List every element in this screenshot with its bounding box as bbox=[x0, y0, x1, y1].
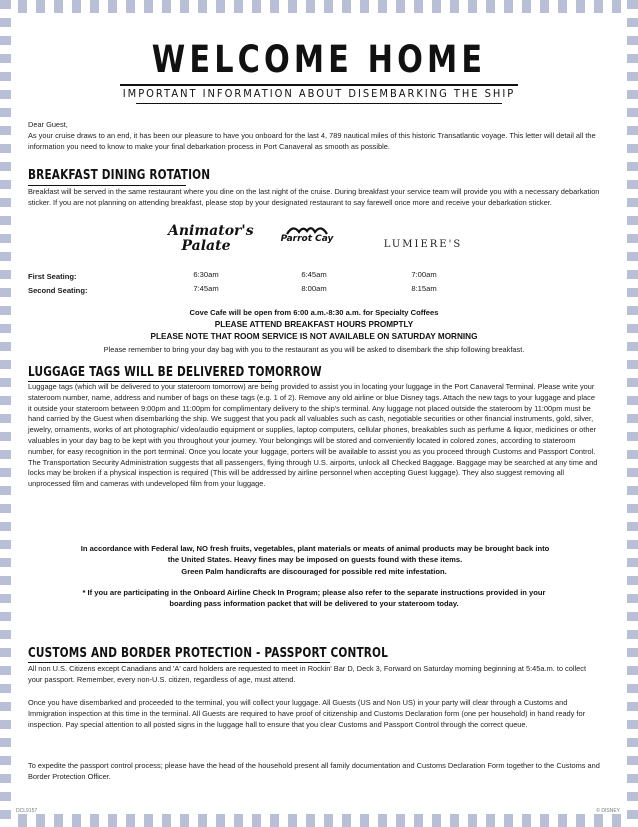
breakfast-heading-rule bbox=[28, 185, 186, 186]
customs-paragraph-1: All non U.S. Citizens except Canadians and 'A' card holders are requested to meet in Rockin' Bar D, Deck 3, Forward on Saturday morning beginning at 5:45a.m. to collect your passport. Remember, every non-U.S. citizen, regardless of age, must attend. bbox=[28, 664, 587, 684]
room-service-notice: PLEASE NOTE THAT ROOM SERVICE IS NOT AVAILABLE ON SATURDAY MORNING bbox=[150, 332, 478, 341]
subtitle-rule bbox=[136, 103, 502, 104]
attend-notice: PLEASE ATTEND BREAKFAST HOURS PROMPTLY bbox=[214, 320, 414, 329]
first-seating-label: First Seating: bbox=[28, 272, 77, 281]
intro-paragraph: As your cruise draws to an end, it has been our pleasure to have you onboard for the last 4, 789 nautical miles of this historic Transatlantic voyage. This letter will detail all the information you need to know to make your final debarkation process in Port Canaveral as smooth as possible. bbox=[28, 131, 596, 151]
animators-palate-logo: Animator's Palate bbox=[168, 223, 254, 254]
parrot-first-time: 6:45am bbox=[301, 270, 327, 279]
animators-second-time: 7:45am bbox=[193, 284, 219, 293]
animators-first-time: 6:30am bbox=[193, 270, 219, 279]
salutation: Dear Guest, bbox=[28, 120, 68, 129]
cove-cafe-note: Cove Cafe will be open from 6:00 a.m.-8:30 a.m. for Specialty Coffees bbox=[189, 308, 439, 317]
customs-paragraph-3: To expedite the passport control process; please have the head of the household present all family documentation and Customs Declaration Form together to the Customs and Border Protection Officer. bbox=[28, 761, 600, 781]
border-top bbox=[0, 0, 638, 13]
green-palm-notice: Green Palm handicrafts are discouraged for possible red mite infestation. bbox=[181, 567, 447, 576]
parrot-cay-logo: Parrot Cay bbox=[280, 234, 334, 244]
lumiere-second-time: 8:15am bbox=[411, 284, 437, 293]
day-bag-note: Please remember to bring your day bag with you to the restaurant as you will be asked to disembark the ship following breakfast. bbox=[103, 345, 525, 354]
customs-heading-rule bbox=[28, 662, 330, 663]
page-title: WELCOME HOME bbox=[151, 38, 487, 81]
copyright-notice: © DISNEY bbox=[596, 808, 620, 814]
document-code: DCL9157 bbox=[16, 808, 38, 814]
title-rule bbox=[120, 84, 518, 86]
breakfast-paragraph: Breakfast will be served in the same restaurant where you dine on the last night of the cruise. During breakfast your service team will provide you with a necessary debarkation sticker. If you are not planning on attending breakfast, please stop by your designated restaurant to say farewell once more and receive your debarkation sticker. bbox=[28, 187, 600, 207]
airline-checkin-note: * If you are participating in the Onboard Airline Check In Program; please also refer to the separate instructions provided in your boarding pass information packet that will be delivered to your stateroom today. bbox=[82, 588, 546, 609]
breakfast-heading: BREAKFAST DINING ROTATION bbox=[28, 167, 211, 183]
lumiere-first-time: 7:00am bbox=[411, 270, 437, 279]
second-seating-label: Second Seating: bbox=[28, 286, 88, 295]
border-right bbox=[627, 0, 638, 827]
federal-law-notice: In accordance with Federal law, NO fresh fruits, vegetables, plant materials or meats of animal products may be brought back into the United States. Heavy fines may be imposed on guests found with these items. bbox=[80, 544, 550, 565]
page-subtitle: IMPORTANT INFORMATION ABOUT DISEMBARKING THE SHIP bbox=[122, 87, 516, 100]
luggage-paragraph: Luggage tags (which will be delivered to your stateroom tomorrow) are being provided to assist you in locating your luggage in the Port Canaveral Terminal. Please write your stateroom number, name, address and number of bags on these tags (e.g. 1 of 2). Remove any old airline or blue Disney tags. Attach the new tags to your luggage and place it outside your stateroom between 9:00pm and 11:00pm for complimentary delivery to the ship's terminal. Any luggage not placed outside the stateroom by 11:00pm must be hand carried by the Guest when disembarking the ship. We suggest that you pack all valuables such as cash, negotiable securities or other financial instruments, gold, silver, jewelry, ornaments, works of art photographic/ video/audio equipment or supplies, laptop computers, cellular phones, breakables such as perfume & liquor, medicines or other valuables in your day bag to be kept with you throughout your journey. Your belongings will be stored and conveniently located in colored zones, according to stateroom number, for easy recognition in the port terminal. Once you locate your luggage, porters will be available to assist you as you proceed through Customs and Passport Control. The Transportation Security Administration suggests that all passengers, flying through U.S. airports, unlock all Checked Baggage. Baggage may be searched at any time and locks may be broken if a physical inspection is required (This will be addressed by airline personnel when accepting Guest luggage). They also suggest removing all unprocessed film and cameras with undeveloped film from your luggage. bbox=[28, 382, 598, 489]
parrot-second-time: 8:00am bbox=[301, 284, 327, 293]
customs-heading: CUSTOMS AND BORDER PROTECTION - PASSPORT CONTROL bbox=[28, 645, 389, 661]
lumieres-logo: LUMIERE'S bbox=[383, 239, 463, 250]
border-bottom bbox=[0, 814, 638, 827]
border-left bbox=[0, 0, 11, 827]
luggage-heading: LUGGAGE TAGS WILL BE DELIVERED TOMORROW bbox=[28, 364, 322, 380]
customs-paragraph-2: Once you have disembarked and proceeded to the terminal, you will collect your luggage. All Guests (US and Non US) in your party will clear through a Customs and Immigration inspection at this time in the terminal. All Guests are required to have proof of citizenship and Customs Declaration form (one per household) in hand ready for inspection. Pay special attention to all posted signs in the luggage hall to ensure that you clear Customs and Passport Control through the correct queue. bbox=[28, 698, 586, 729]
